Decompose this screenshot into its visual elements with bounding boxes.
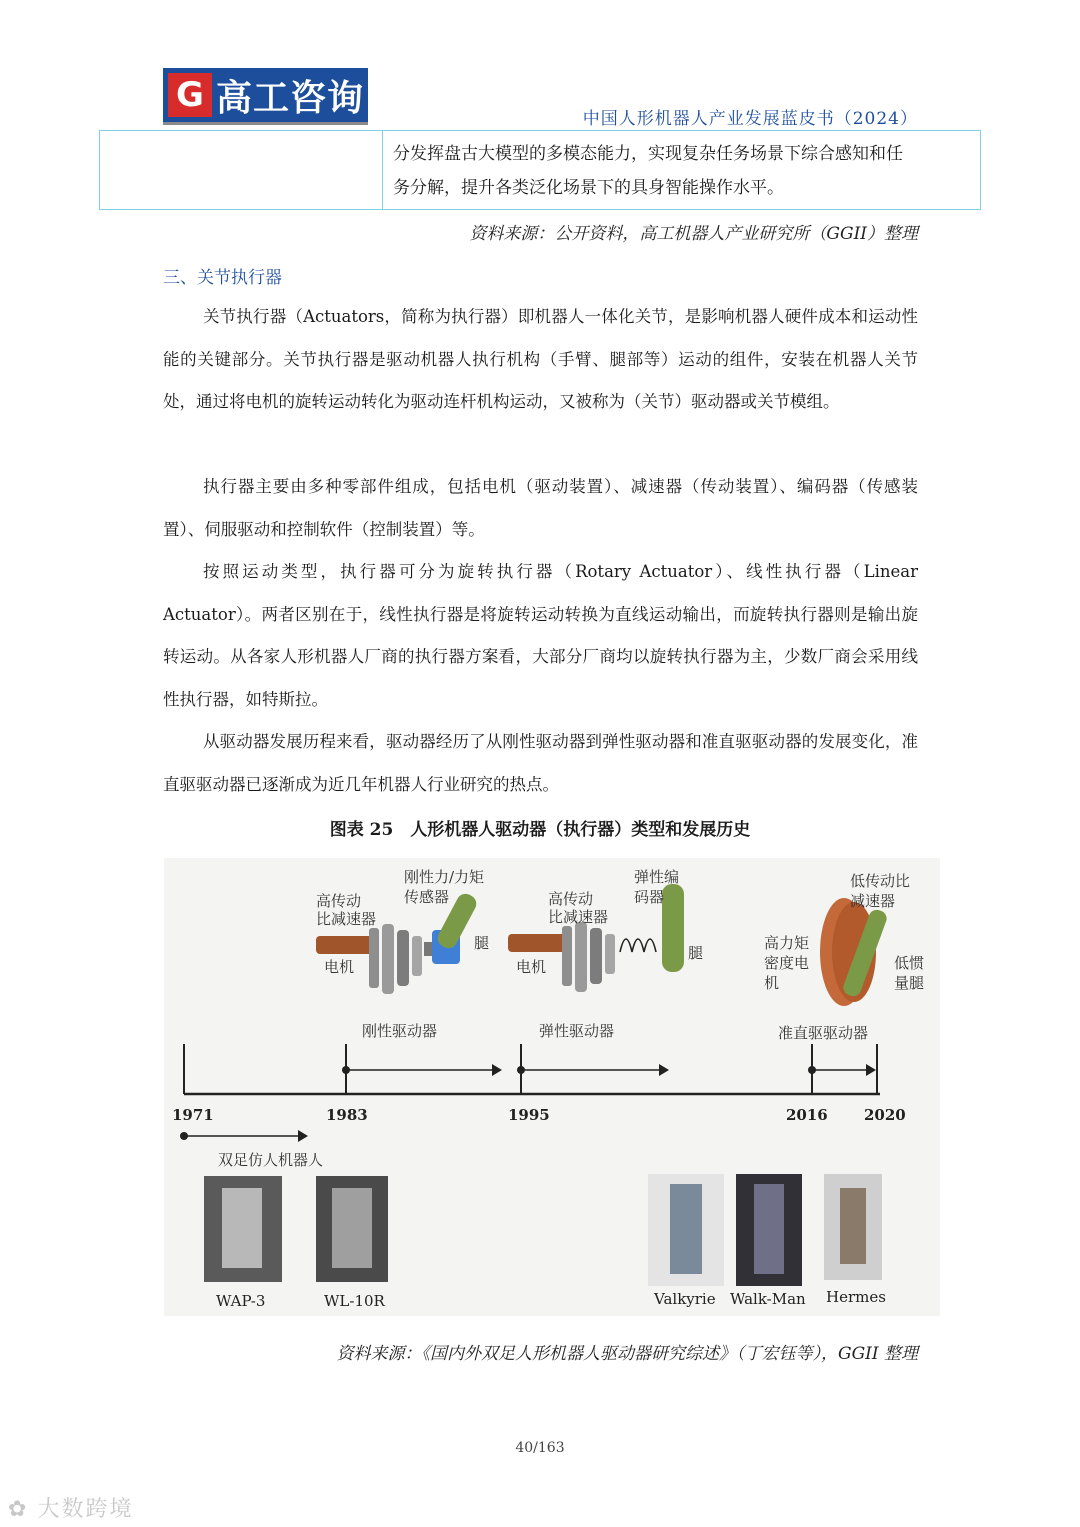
elastic-leg-shape [662, 884, 684, 972]
era-label: 刚性驱动器 [362, 1022, 438, 1040]
robot-label: Valkyrie [654, 1290, 716, 1308]
figure-label: 减速器 [850, 892, 896, 910]
figure-label: 传感器 [404, 888, 450, 906]
table-left-cell [100, 131, 383, 209]
year-label: 1983 [326, 1106, 368, 1124]
figure-caption: 图表 25 人形机器人驱动器（执行器）类型和发展历史 [329, 820, 751, 840]
watermark-icon: ✿ [8, 1497, 29, 1522]
era-label: 双足仿人机器人 [218, 1151, 324, 1169]
figure-label: 弹性编 [634, 868, 680, 886]
figure-label: 电机 [324, 958, 355, 976]
page-number: 40/163 [515, 1440, 565, 1456]
era-label: 准直驱驱动器 [778, 1024, 869, 1042]
watermark-text: 大数跨境 [37, 1497, 134, 1522]
figure-label: 腿 [688, 944, 704, 962]
figure-label: 高传动 [316, 892, 362, 910]
figure-label: 机 [764, 974, 780, 992]
table-source-note: 资料来源：公开资料，高工机器人产业研究所（GGII）整理 [469, 224, 918, 244]
paragraph: 关节执行器（Actuators，简称为执行器）即机器人一体化关节，是影响机器人硬件成本和运动性能的关键部分。关节执行器是驱动机器人执行机构（手臂、腿部等）运动的组件，安装在机器人关节处，通过将电机的旋转运动转化为驱动连杆机构运动，又被称为（关节）驱动器或关节模组。 [163, 307, 918, 411]
year-label: 1971 [172, 1106, 214, 1124]
elastic-motor-shape [508, 934, 566, 952]
publisher-logo [163, 68, 368, 122]
figure-label: 码器 [634, 888, 665, 906]
figure-label: 量腿 [894, 974, 925, 992]
rigid-motor-shape [316, 936, 374, 954]
actuator-history-figure [164, 858, 940, 1316]
figure-label: 腿 [474, 934, 490, 952]
logo-text: 高工咨询 [216, 77, 365, 119]
figure-label: 低惯 [894, 954, 925, 972]
year-label: 2016 [786, 1106, 828, 1124]
figure-label: 比减速器 [316, 910, 377, 928]
table-cell-line: 分发挥盘古大模型的多模态能力，实现复杂任务场景下综合感知和任 [393, 144, 903, 164]
year-label: 2020 [864, 1106, 906, 1124]
paragraph: 按照运动类型，执行器可分为旋转执行器（Rotary Actuator）、线性执行器（Linear Actuator）。两者区别在于，线性执行器是将旋转运动转换为直线运动输出，而旋转执行器则是输出旋转运动。从各家人形机器人厂商的执行器方案看，大部分厂商均以旋转执行器为主，少数厂商会采用线性执行器，如特斯拉。 [163, 562, 918, 709]
figure-drawing [164, 858, 940, 1316]
paragraph: 执行器主要由多种零部件组成，包括电机（驱动装置）、减速器（传动装置）、编码器（传感装置）、伺服驱动和控制软件（控制装置）等。 [163, 477, 918, 539]
robot-label: Walk-Man [730, 1290, 806, 1308]
figure-label: 高力矩 [764, 934, 810, 952]
robot-label: WAP-3 [216, 1292, 266, 1310]
robot-label: WL-10R [324, 1292, 385, 1310]
table-right-cell [383, 131, 980, 209]
logo-g-mark: G [168, 73, 212, 117]
figure-label: 比减速器 [548, 908, 609, 926]
figure-label: 电机 [516, 958, 547, 976]
table-cell-line: 务分解，提升各类泛化场景下的具身智能操作水平。 [393, 178, 784, 198]
figure-label: 刚性力/力矩 [404, 868, 485, 886]
logo-underline [163, 122, 368, 125]
figure-source-note: 资料来源：《国内外双足人形机器人驱动器研究综述》（丁宏钰等），GGII 整理 [336, 1344, 918, 1364]
table-continuation [99, 130, 981, 210]
robot-label: Hermes [826, 1288, 886, 1306]
report-title: 中国人形机器人产业发展蓝皮书（2024） [582, 109, 918, 129]
figure-label: 低传动比 [850, 872, 911, 890]
figure-label: 高传动 [548, 890, 594, 908]
paragraph: 从驱动器发展历程来看，驱动器经历了从刚性驱动器到弹性驱动器和准直驱驱动器的发展变化，准直驱驱动器已逐渐成为近几年机器人行业研究的热点。 [163, 732, 918, 794]
watermark [8, 1492, 133, 1523]
year-label: 1995 [508, 1106, 550, 1124]
figure-label: 密度电 [764, 954, 810, 972]
section-heading: 三、关节执行器 [163, 268, 282, 288]
era-label: 弹性驱动器 [539, 1022, 615, 1040]
